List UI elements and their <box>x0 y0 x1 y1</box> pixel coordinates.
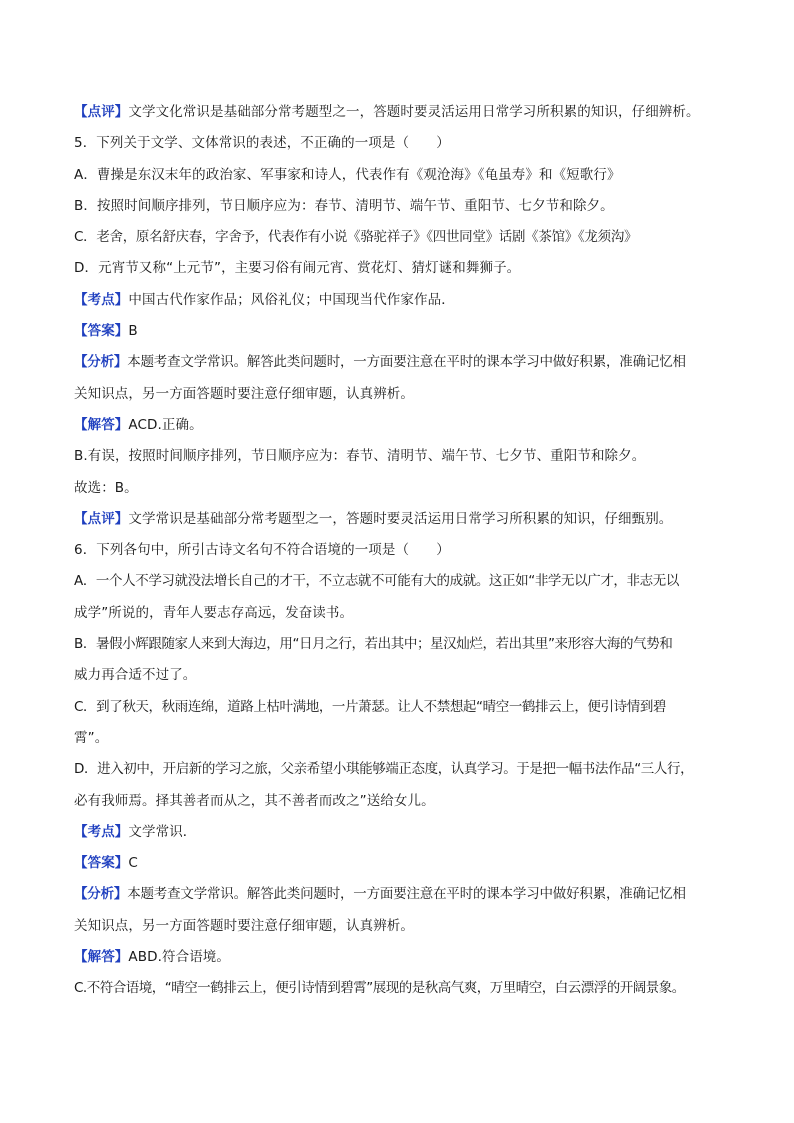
line-text: C <box>128 855 138 872</box>
tag-fenxi: 【分析】 <box>74 354 128 371</box>
option-6b-line1 <box>74 629 742 660</box>
line-text: B．按照时间顺序排列，节日顺序应为：春节、清明节、端午节、重阳节、七夕节和除夕。 <box>74 197 614 214</box>
kaodian-6 <box>74 817 742 848</box>
line-text: ABD.符合语境。 <box>128 949 230 966</box>
choice-5 <box>74 473 742 504</box>
line-text: C．到了秋天，秋雨连绵，道路上枯叶满地，一片萧瑟。让人不禁想起“晴空一鹤排云上，便引诗情到碧 <box>74 698 667 715</box>
question-5 <box>74 128 742 159</box>
solution-6-c <box>74 973 742 1004</box>
analysis-6-line1 <box>74 879 742 910</box>
line-text: B.有误，按照时间顺序排列，节日顺序应为：春节、清明节、端午节、七夕节、重阳节和除夕。 <box>74 448 646 465</box>
tag-jieda: 【解答】 <box>74 416 129 433</box>
line-text: C．老舍，原名舒庆春，字舍予，代表作有小说《骆驼祥子》《四世同堂》话剧《茶馆》《龙须沟》 <box>74 229 638 246</box>
option-6c-line2 <box>74 723 742 754</box>
comment-5 <box>74 504 742 535</box>
option-5c <box>74 222 742 253</box>
answer-6 <box>74 848 742 879</box>
option-5b <box>74 191 742 222</box>
line-text: B．暑假小辉跟随家人来到大海边，用“日月之行，若出其中；星汉灿烂，若出其里”来形容大海的气势和 <box>74 636 673 653</box>
option-6d-line1 <box>74 754 742 785</box>
line-text: D．进入初中，开启新的学习之旅，父亲希望小琪能够端正态度，认真学习。于是把一幅书法作品“三人行， <box>74 761 694 778</box>
line-text: 6．下列各句中，所引古诗文名句不符合语境的一项是（ ） <box>74 542 450 559</box>
option-6a-line2 <box>74 598 742 629</box>
line-text: A．一个人不学习就没法增长自己的才干，不立志就不可能有大的成就。这正如“非学无以广才，非志无以 <box>74 573 679 590</box>
line-text: 本题考查文学常识。解答此类问题时，一方面要注意在平时的课本学习中做好积累，准确记忆相 <box>127 354 686 371</box>
option-6c-line1 <box>74 692 742 723</box>
line-text: 关知识点，另一方面答题时要注意仔细审题，认真辨析。 <box>74 917 414 934</box>
tag-daan: 【答案】 <box>74 323 129 340</box>
line-text: 关知识点，另一方面答题时要注意仔细审题，认真辨析。 <box>74 385 414 402</box>
analysis-5-line2 <box>74 379 742 410</box>
line-text: ACD.正确。 <box>128 416 203 433</box>
line-text: 文学常识． <box>128 823 197 840</box>
line-01 <box>74 97 742 128</box>
line-text: 本题考查文学常识。解答此类问题时，一方面要注意在平时的课本学习中做好积累，准确记忆相 <box>127 886 686 903</box>
line-text: 必有我师焉。择其善者而从之，其不善者而改之”送给女儿。 <box>74 792 435 809</box>
solution-5-b <box>74 441 742 472</box>
option-5a <box>74 160 742 191</box>
line-text: 故选：B。 <box>74 479 138 496</box>
tag-jieda: 【解答】 <box>74 949 129 966</box>
answer-5 <box>74 316 742 347</box>
line-text: C.不符合语境，“晴空一鹤排云上，便引诗情到碧霄”展现的是秋高气爽，万里晴空，白云漂浮的开阔景象。 <box>74 980 685 997</box>
analysis-5-line1 <box>74 347 742 378</box>
solution-5 <box>74 410 742 441</box>
option-6b-line2 <box>74 660 742 691</box>
line-text: 霄”。 <box>74 729 109 746</box>
question-6 <box>74 535 742 566</box>
kaodian-5 <box>74 285 742 316</box>
line-text: 文学文化常识是基础部分常考题型之一，答题时要灵活运用日常学习所积累的知识，仔细辨析。 <box>128 104 700 120</box>
line-text: 威力再合适不过了。 <box>74 667 197 684</box>
tag-daan: 【答案】 <box>74 855 129 872</box>
tag-kaodian: 【考点】 <box>74 291 129 308</box>
option-6a-line1 <box>74 566 742 597</box>
line-text: B <box>128 323 138 340</box>
option-6d-line2 <box>74 786 742 817</box>
analysis-6-line2 <box>74 911 742 942</box>
line-text: 成学”所说的，青年人要志存高远，发奋读书。 <box>74 604 354 621</box>
line-text: D．元宵节又称“上元节”，主要习俗有闹元宵、赏花灯、猜灯谜和舞狮子。 <box>74 260 521 277</box>
tag-kaodian: 【考点】 <box>74 823 129 840</box>
tag-dianping: 【点评】 <box>74 104 129 120</box>
tag-fenxi: 【分析】 <box>74 886 128 903</box>
line-text: 中国古代作家作品；风俗礼仪；中国现当代作家作品． <box>128 291 455 308</box>
line-text: 文学常识是基础部分常考题型之一，答题时要灵活运用日常学习所积累的知识，仔细甄别。 <box>128 510 673 527</box>
line-text: A．曹操是东汉末年的政治家、军事家和诗人，代表作有《观沧海》《龟虽寿》和《短歌行》 <box>74 166 621 183</box>
tag-dianping: 【点评】 <box>74 510 129 527</box>
line-text: 5．下列关于文学、文体常识的表述，不正确的一项是（ ） <box>74 135 450 152</box>
option-5d <box>74 253 742 284</box>
solution-6 <box>74 942 742 973</box>
